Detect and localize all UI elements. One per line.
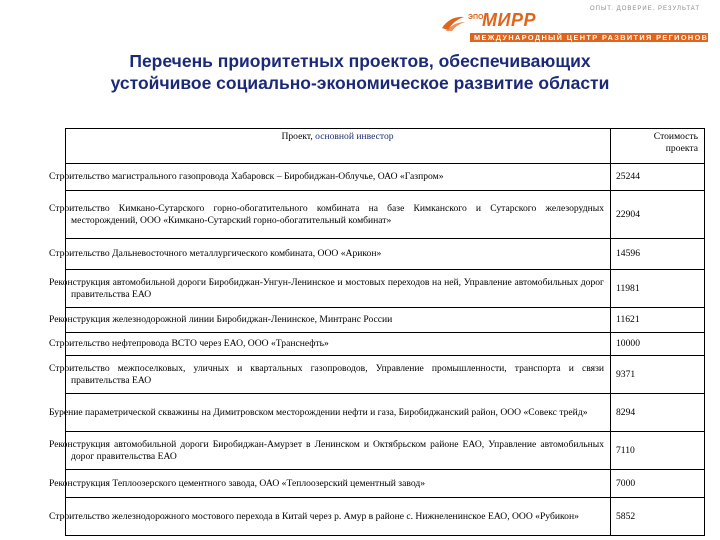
table-row — [66, 394, 705, 432]
cost-cell: 14596 — [611, 239, 705, 270]
cost-cell: 5852 — [611, 498, 705, 536]
logo-full-name: МЕЖДУНАРОДНЫЙ ЦЕНТР РАЗВИТИЯ РЕГИОНОВ — [474, 33, 709, 42]
project-cell: Строительство Дальневосточного металлургического комбината, ООО «Арикон» — [66, 239, 611, 270]
header-project-label: Проект, — [281, 131, 313, 142]
header-investor-label: основной инвестор — [315, 131, 394, 142]
projects-table — [49, 128, 705, 536]
cost-cell: 22904 — [611, 191, 705, 239]
project-cell: Бурение параметрической скважины на Димитровском месторождении нефти и газа, Биробиджанский район, ООО «Совекс трейд» — [66, 394, 611, 432]
project-cell: Реконструкция железнодорожной линии Биробиджан-Ленинское, Минтранс России — [66, 308, 611, 333]
cost-cell: 7110 — [611, 432, 705, 470]
project-cell: Строительство железнодорожного мостового перехода в Китай через р. Амур в районе с. Нижнеленинское ЕАО, ООО «Рубикон» — [66, 498, 611, 536]
cost-cell: 7000 — [611, 470, 705, 498]
cost-cell: 9371 — [611, 356, 705, 394]
header-project — [66, 129, 611, 164]
table-row — [66, 470, 705, 498]
title-line-1: Перечень приоритетных проектов, обеспечивающих — [129, 51, 591, 71]
table-header-row — [66, 129, 705, 164]
logo-small-text: ЭПО — [468, 14, 484, 21]
table-row — [66, 308, 705, 333]
company-logo — [420, 4, 716, 44]
project-cell: Строительство Кимкано-Сутарского горно-обогатительного комбината на базе Кимканского и Сутарского железорудных месторождений, ООО «Кимкано-Сутарский горно-обогатительный комбинат» — [66, 191, 611, 239]
table-row — [66, 270, 705, 308]
project-cell: Реконструкция автомобильной дороги Биробиджан-Амурзет в Ленинском и Октябрьском районе ЕАО, Управление автомобильных дорог правительства ЕАО — [66, 432, 611, 470]
logo-swoosh-icon — [440, 14, 466, 32]
logo-name: МИРР — [482, 10, 536, 30]
cost-cell: 8294 — [611, 394, 705, 432]
table-row — [66, 432, 705, 470]
header-cost — [611, 129, 705, 164]
header-cost-line-1: Стоимость — [653, 131, 698, 142]
header-cost-line-2: проекта — [665, 142, 698, 154]
table-row — [66, 191, 705, 239]
project-cell: Строительство магистрального газопровода Хабаровск – Биробиджан-Облучье, ОАО «Газпром» — [66, 164, 611, 191]
table-row — [66, 333, 705, 356]
project-cell: Реконструкция Теплоозерского цементного завода, ОАО «Теплоозерский цементный завод» — [66, 470, 611, 498]
table-row — [66, 356, 705, 394]
logo-tagline: ОПЫТ. ДОВЕРИЕ. РЕЗУЛЬТАТ — [590, 6, 700, 12]
project-cell: Строительство нефтепровода ВСТО через ЕАО, ООО «Транснефть» — [66, 333, 611, 356]
title-line-2: устойчивое социально-экономическое развитие области — [110, 73, 610, 93]
project-cell: Строительство межпоселковых, уличных и квартальных газопроводов, Управление промышленности, транспорта и связи правительства ЕАО — [66, 356, 611, 394]
table-row — [66, 498, 705, 536]
table-row — [66, 239, 705, 270]
project-cell: Реконструкция автомобильной дороги Биробиджан-Унгун-Ленинское и мостовых переходов на ней, Управление автомобильных дорог правительства ЕАО — [66, 270, 611, 308]
cost-cell: 11981 — [611, 270, 705, 308]
cost-cell: 25244 — [611, 164, 705, 191]
table-row — [66, 164, 705, 191]
cost-cell: 11621 — [611, 308, 705, 333]
page-title — [40, 50, 680, 94]
cost-cell: 10000 — [611, 333, 705, 356]
